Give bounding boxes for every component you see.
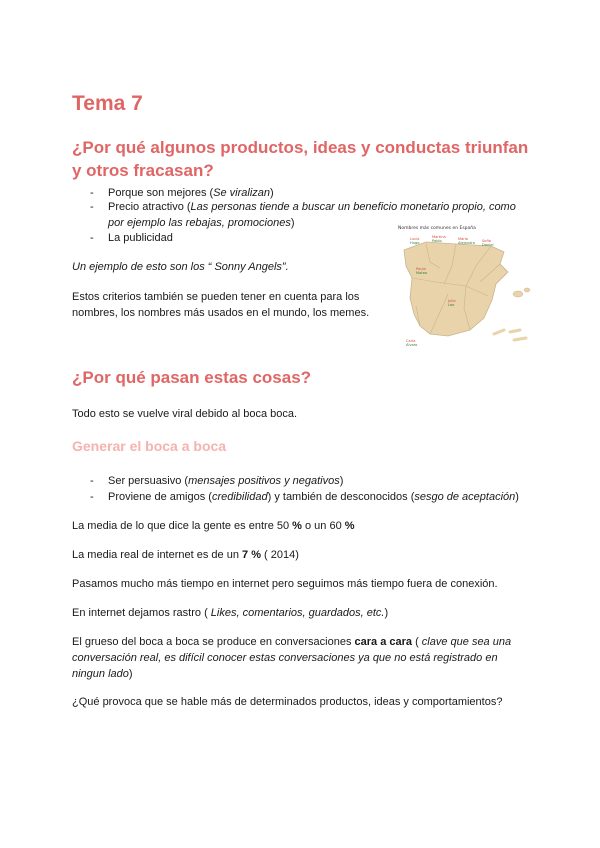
spain-names-map bbox=[396, 222, 536, 352]
list-item: - Precio atractivo (Las personas tiende a buscar un beneficio monetario propio, como por ejemplo las rebajas, promociones) bbox=[90, 201, 516, 229]
svg-text:Martina: Martina bbox=[432, 235, 446, 239]
paragraph: En internet dejamos rastro ( Likes, comentarios, guardados, etc.) bbox=[72, 607, 389, 619]
intro-text: Todo esto se vuelve viral debido al boca boca. bbox=[72, 408, 298, 420]
page-title: Tema 7 bbox=[72, 92, 143, 115]
paragraph: Pasamos mucho más tiempo en internet pero seguimos más tiempo fuera de conexión. bbox=[72, 578, 498, 590]
criteria-text: Estos criterios también se pueden tener en cuenta para los nombres, los nombres más usados en el mundo, los memes. bbox=[72, 291, 370, 319]
svg-text:Leo: Leo bbox=[448, 303, 455, 307]
paragraph: La media real de internet es de un 7 % ( 2014) bbox=[72, 549, 299, 561]
svg-text:Álvaro: Álvaro bbox=[406, 343, 418, 347]
svg-text:Hugo: Hugo bbox=[410, 241, 420, 245]
svg-text:Julia: Julia bbox=[448, 299, 456, 303]
balearic-islands bbox=[524, 288, 530, 292]
paragraph: El grueso del boca a boca se produce en conversaciones cara a cara ( clave que sea una conversación real, es difícil conocer estas conversaciones ya que no está registrado en ningun lado) bbox=[72, 636, 512, 680]
svg-text:María: María bbox=[458, 237, 468, 241]
paragraph: La media de lo que dice la gente es entre 50 % o un 60 % bbox=[72, 520, 355, 532]
list-item: - Ser persuasivo (mensajes positivos y negativos) bbox=[90, 475, 344, 487]
example-text: Un ejemplo de esto son los “ Sonny Angels”. bbox=[72, 261, 289, 273]
paragraph: ¿Qué provoca que se hable más de determinados productos, ideas y comportamientos? bbox=[72, 696, 503, 708]
svg-text:Carla: Carla bbox=[406, 339, 416, 343]
subheading: Generar el boca a boca bbox=[72, 438, 227, 454]
svg-text:Paula: Paula bbox=[416, 267, 426, 271]
svg-text:Pablo: Pablo bbox=[432, 239, 442, 243]
balearic-islands bbox=[513, 291, 523, 297]
svg-text:Alejandro: Alejandro bbox=[458, 241, 476, 245]
section2-heading: ¿Por qué pasan estas cosas? bbox=[72, 368, 312, 387]
list-item: - Proviene de amigos (credibilidad) y también de desconocidos (sesgo de aceptación) bbox=[90, 491, 519, 503]
svg-text:Lucía: Lucía bbox=[410, 237, 420, 241]
list-item: - Porque son mejores (Se viralizan) bbox=[90, 187, 274, 199]
list-item: - La publicidad bbox=[90, 232, 173, 244]
svg-text:Sofía: Sofía bbox=[482, 239, 491, 243]
section1-heading: ¿Por qué algunos productos, ideas y conductas triunfan y otros fracasan? bbox=[72, 138, 529, 180]
map-title: Nombres más comunes en España bbox=[398, 226, 476, 231]
canary-islands bbox=[494, 330, 526, 340]
svg-text:Mateo: Mateo bbox=[416, 271, 428, 275]
svg-text:Daniel: Daniel bbox=[482, 243, 494, 247]
peninsula-shape bbox=[404, 242, 508, 336]
